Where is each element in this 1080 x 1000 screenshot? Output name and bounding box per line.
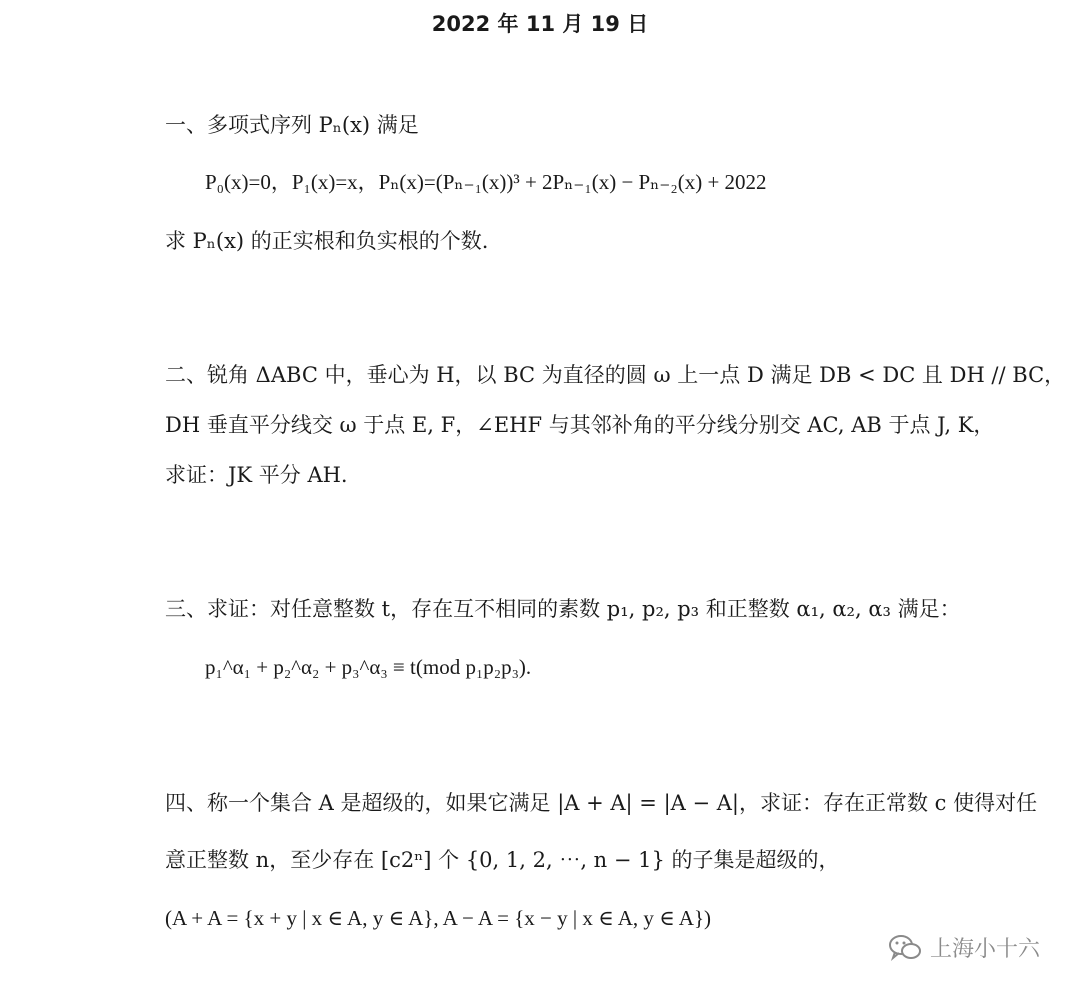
problem-2-line-3: 求证：JK 平分 AH. [165, 463, 348, 487]
problem-1-statement: 一、多项式序列 Pₙ(x) 满足 [165, 113, 419, 137]
problem-3-statement: 三、求证：对任意整数 t，存在互不相同的素数 p₁, p₂, p₃ 和正整数 α₁, α₂, α₃ 满足： [165, 597, 961, 621]
problem-4-definition: (A + A = {x + y | x ∈ A, y ∈ A}, A − A = {x − y | x ∈ A, y ∈ A}) [165, 906, 712, 930]
problem-2-line-1: 二、锐角 ΔABC 中，垂心为 H，以 BC 为直径的圆 ω 上一点 D 满足 DB < DC 且 DH // BC， [165, 363, 1066, 387]
problem-1-question: 求 Pₙ(x) 的正实根和负实根的个数. [165, 229, 489, 253]
problem-1-recurrence: P₀(x)=0，P₁(x)=x，Pₙ(x)=(Pₙ₋₁(x))³ + 2Pₙ₋₁(x) − Pₙ₋₂(x) + 2022 [205, 170, 767, 194]
watermark [888, 932, 1040, 963]
problem-2-line-2: DH 垂直平分线交 ω 于点 E, F，∠EHF 与其邻补角的平分线分别交 AC, AB 于点 J, K， [165, 413, 995, 437]
wechat-icon [888, 933, 922, 963]
watermark-text: 上海小十六 [929, 937, 1040, 962]
problem-4-line-1: 四、称一个集合 A 是超级的，如果它满足 |A + A| = |A − A|，求证：存在正常数 c 使得对任 [165, 791, 1038, 815]
problem-4-line-2: 意正整数 n，至少存在 [c2ⁿ] 个 {0, 1, 2, ⋯, n − 1} 的子集是超级的， [165, 848, 840, 872]
problem-3-congruence: p₁^α₁ + p₂^α₂ + p₃^α₃ ≡ t(mod p₁p₂p₃). [205, 655, 532, 679]
document-date: 2022 年 11 月 19 日 [431, 12, 649, 36]
